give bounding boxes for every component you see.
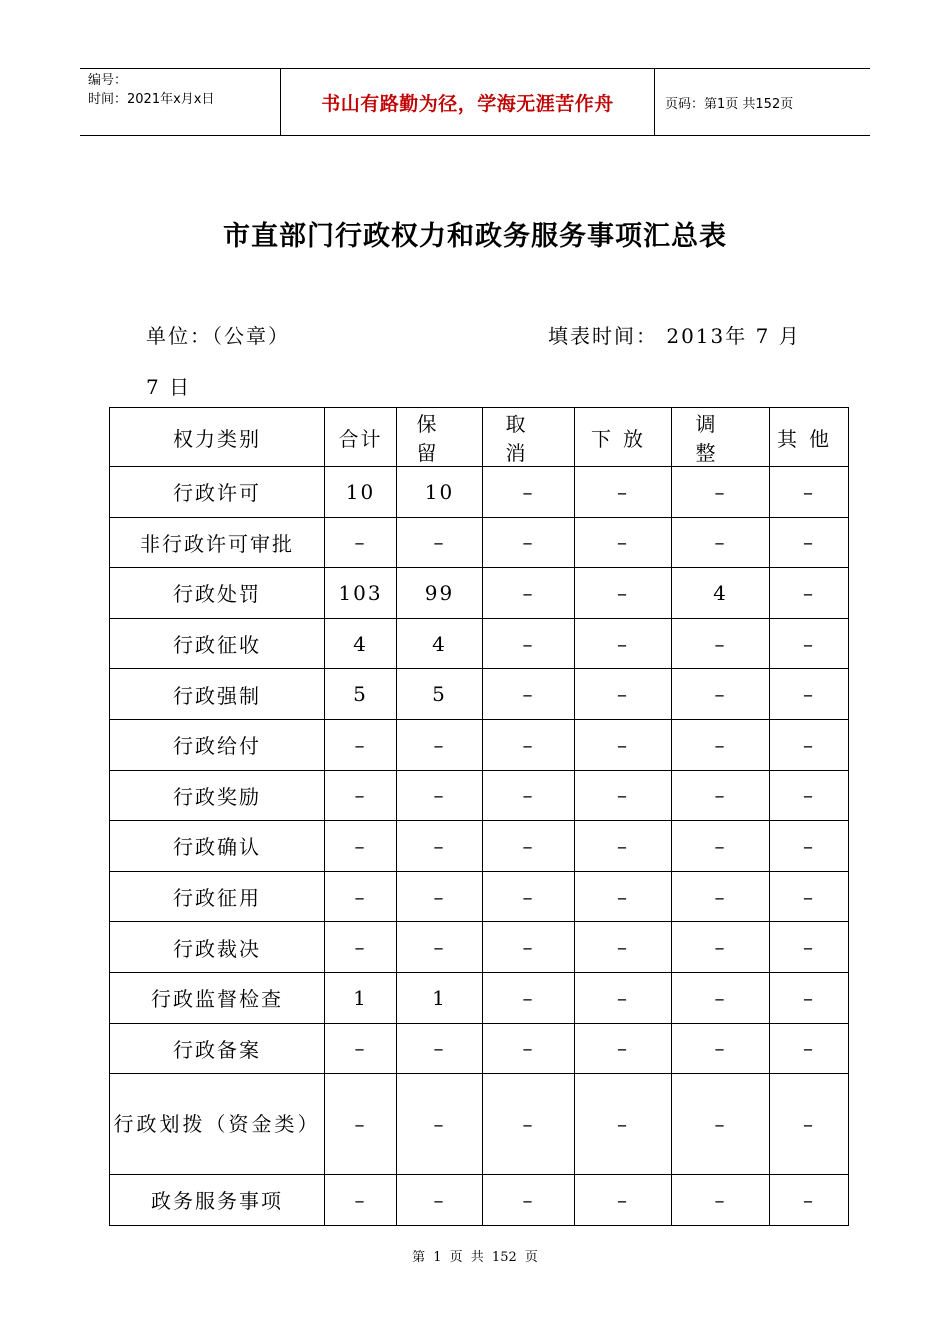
- cell-category: 行政划拨（资金类）: [110, 1074, 325, 1175]
- cell-delegate: –: [575, 922, 672, 973]
- cell-delegate: –: [575, 821, 672, 872]
- table-row: [110, 467, 849, 518]
- cell-cancel: –: [483, 871, 575, 922]
- summary-table: [109, 407, 849, 1226]
- cell-adjust: –: [672, 871, 770, 922]
- cell-delegate: –: [575, 1175, 672, 1226]
- cell-retain: –: [397, 1175, 483, 1226]
- cell-retain: –: [397, 719, 483, 770]
- cell-cancel: –: [483, 972, 575, 1023]
- cell-total: 103: [325, 568, 397, 619]
- cell-retain: 1: [397, 972, 483, 1023]
- cell-other: –: [770, 719, 849, 770]
- table-row: [110, 719, 849, 770]
- cell-cancel: –: [483, 719, 575, 770]
- page-footer: 第 1 页 共 152 页: [412, 1250, 538, 1265]
- number-label: 编号：: [88, 73, 128, 88]
- cell-total: 4: [325, 618, 397, 669]
- cell-delegate: –: [575, 669, 672, 720]
- cell-other: –: [770, 467, 849, 518]
- table-row: [110, 1074, 849, 1175]
- cell-delegate: –: [575, 1023, 672, 1074]
- cell-cancel: –: [483, 467, 575, 518]
- table-row: [110, 770, 849, 821]
- cell-other: –: [770, 922, 849, 973]
- cell-retain: –: [397, 922, 483, 973]
- cell-category: 行政给付: [110, 719, 325, 770]
- column-header-total: 合计: [325, 408, 397, 467]
- cell-retain: –: [397, 1023, 483, 1074]
- cell-delegate: –: [575, 770, 672, 821]
- time-label: 时间：2021年x月x日: [88, 92, 215, 107]
- cell-total: –: [325, 1175, 397, 1226]
- cell-adjust: –: [672, 669, 770, 720]
- cell-adjust: –: [672, 972, 770, 1023]
- table-row: [110, 669, 849, 720]
- cell-category: 政务服务事项: [110, 1175, 325, 1226]
- cell-total: –: [325, 770, 397, 821]
- cell-total: –: [325, 922, 397, 973]
- cell-other: –: [770, 770, 849, 821]
- column-header-delegate: 下放: [575, 408, 672, 467]
- cell-adjust: –: [672, 1175, 770, 1226]
- cell-cancel: –: [483, 618, 575, 669]
- cell-cancel: –: [483, 568, 575, 619]
- cell-retain: 5: [397, 669, 483, 720]
- table-row: [110, 618, 849, 669]
- cell-other: –: [770, 1175, 849, 1226]
- column-header-category: 权力类别: [110, 408, 325, 467]
- cell-category: 行政监督检查: [110, 972, 325, 1023]
- cell-cancel: –: [483, 1023, 575, 1074]
- page-header: [80, 68, 870, 136]
- cell-delegate: –: [575, 871, 672, 922]
- cell-other: –: [770, 568, 849, 619]
- header-page-info: 页码：第1页 共152页: [665, 96, 794, 112]
- cell-retain: –: [397, 1074, 483, 1175]
- cell-category: 非行政许可审批: [110, 517, 325, 568]
- cell-category: 行政奖励: [110, 770, 325, 821]
- cell-cancel: –: [483, 517, 575, 568]
- cell-cancel: –: [483, 1074, 575, 1175]
- cell-retain: –: [397, 517, 483, 568]
- cell-total: –: [325, 871, 397, 922]
- cell-total: –: [325, 1074, 397, 1175]
- cell-delegate: –: [575, 467, 672, 518]
- cell-total: 10: [325, 467, 397, 518]
- cell-other: –: [770, 821, 849, 872]
- table-row: [110, 517, 849, 568]
- date-label-continued: 7 日: [146, 375, 192, 399]
- cell-retain: 4: [397, 618, 483, 669]
- header-motto: 书山有路勤为径，学海无涯苦作舟: [281, 69, 655, 135]
- cell-retain: –: [397, 821, 483, 872]
- cell-adjust: –: [672, 517, 770, 568]
- column-header-other: 其他: [770, 408, 849, 467]
- cell-category: 行政征用: [110, 871, 325, 922]
- cell-category: 行政强制: [110, 669, 325, 720]
- column-header-retain: 保留: [397, 408, 483, 467]
- cell-category: 行政裁决: [110, 922, 325, 973]
- table-row: [110, 821, 849, 872]
- column-header-adjust: 调整: [672, 408, 770, 467]
- table-row: [110, 972, 849, 1023]
- table-header-row: [110, 408, 849, 467]
- cell-delegate: –: [575, 517, 672, 568]
- cell-category: 行政许可: [110, 467, 325, 518]
- cell-total: 1: [325, 972, 397, 1023]
- cell-other: –: [770, 618, 849, 669]
- cell-other: –: [770, 1074, 849, 1175]
- cell-category: 行政确认: [110, 821, 325, 872]
- cell-adjust: –: [672, 1074, 770, 1175]
- table-row: [110, 1023, 849, 1074]
- cell-other: –: [770, 972, 849, 1023]
- unit-label: 单位：（公章）: [146, 324, 290, 348]
- table-row: [110, 871, 849, 922]
- cell-cancel: –: [483, 669, 575, 720]
- cell-adjust: 4: [672, 568, 770, 619]
- cell-retain: –: [397, 770, 483, 821]
- cell-cancel: –: [483, 1175, 575, 1226]
- table-row: [110, 1175, 849, 1226]
- cell-adjust: –: [672, 467, 770, 518]
- cell-delegate: –: [575, 568, 672, 619]
- cell-category: 行政征收: [110, 618, 325, 669]
- cell-total: –: [325, 517, 397, 568]
- cell-retain: –: [397, 871, 483, 922]
- cell-other: –: [770, 669, 849, 720]
- table-row: [110, 922, 849, 973]
- cell-category: 行政备案: [110, 1023, 325, 1074]
- cell-delegate: –: [575, 972, 672, 1023]
- cell-delegate: –: [575, 1074, 672, 1175]
- date-label: 填表时间： 2013年 7 月: [548, 324, 801, 348]
- column-header-cancel: 取消: [483, 408, 575, 467]
- cell-adjust: –: [672, 821, 770, 872]
- cell-delegate: –: [575, 719, 672, 770]
- cell-other: –: [770, 1023, 849, 1074]
- cell-other: –: [770, 517, 849, 568]
- cell-total: 5: [325, 669, 397, 720]
- header-meta: [80, 69, 281, 135]
- table-row: [110, 568, 849, 619]
- cell-retain: 99: [397, 568, 483, 619]
- document-title: 市直部门行政权力和政务服务事项汇总表: [223, 221, 727, 252]
- cell-cancel: –: [483, 821, 575, 872]
- cell-retain: 10: [397, 467, 483, 518]
- cell-total: –: [325, 719, 397, 770]
- cell-total: –: [325, 821, 397, 872]
- cell-total: –: [325, 1023, 397, 1074]
- cell-category: 行政处罚: [110, 568, 325, 619]
- cell-adjust: –: [672, 770, 770, 821]
- cell-adjust: –: [672, 618, 770, 669]
- cell-adjust: –: [672, 922, 770, 973]
- cell-cancel: –: [483, 770, 575, 821]
- cell-delegate: –: [575, 618, 672, 669]
- cell-adjust: –: [672, 1023, 770, 1074]
- cell-cancel: –: [483, 922, 575, 973]
- cell-adjust: –: [672, 719, 770, 770]
- cell-other: –: [770, 871, 849, 922]
